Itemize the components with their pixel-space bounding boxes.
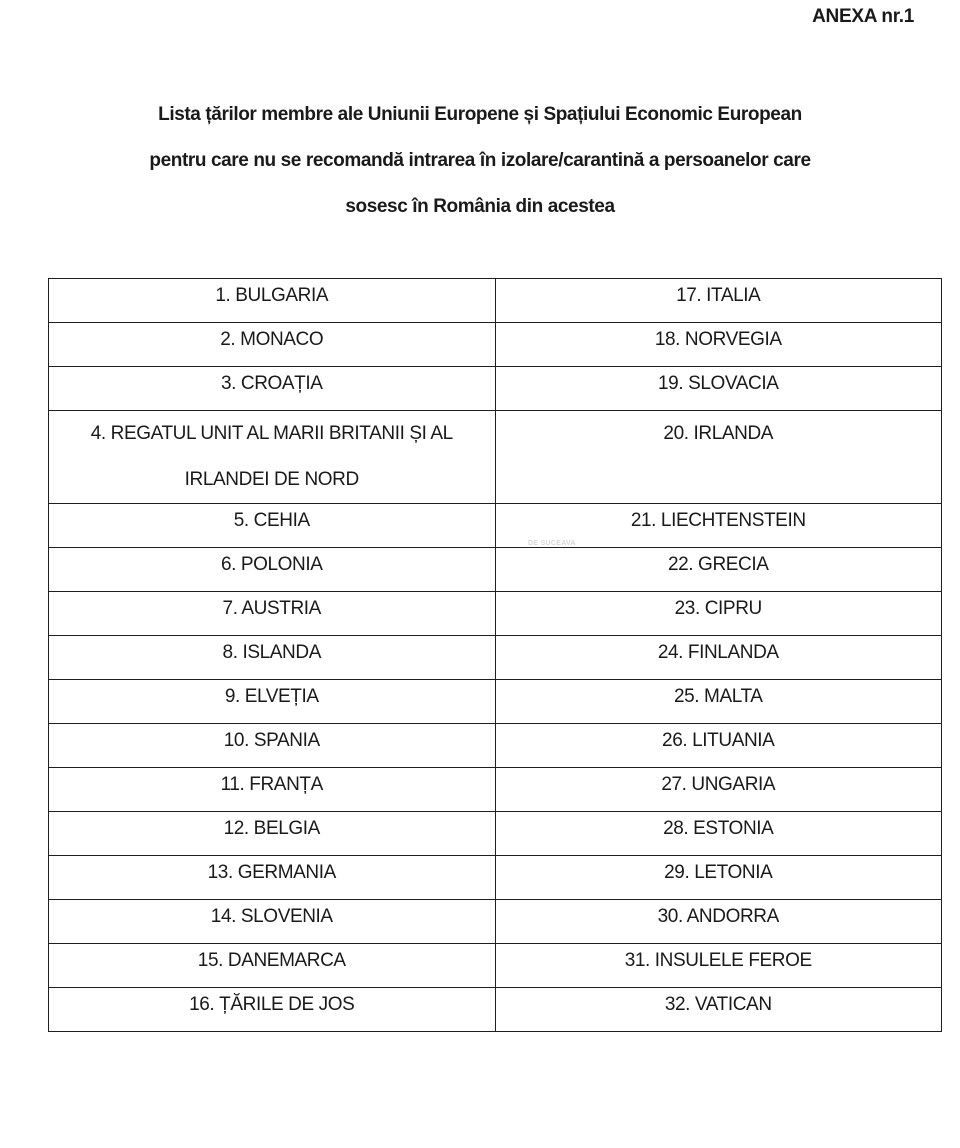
table-row	[49, 768, 942, 812]
table-row	[49, 504, 942, 548]
country-cell: 23. CIPRU	[495, 592, 942, 636]
country-cell: 7. AUSTRIA	[49, 592, 496, 636]
table-row	[49, 367, 942, 411]
table-row	[49, 988, 942, 1032]
country-cell: 6. POLONIA	[49, 548, 496, 592]
country-cell: 22. GRECIA	[495, 548, 942, 592]
country-cell: 1. BULGARIA	[49, 279, 496, 323]
country-cell: 17. ITALIA	[495, 279, 942, 323]
country-cell	[49, 411, 496, 504]
country-cell: 12. BELGIA	[49, 812, 496, 856]
country-cell: 10. SPANIA	[49, 724, 496, 768]
table-row	[49, 323, 942, 367]
table-row	[49, 724, 942, 768]
country-cell: 13. GERMANIA	[49, 856, 496, 900]
country-cell: 3. CROAȚIA	[49, 367, 496, 411]
title-line-2: pentru care nu se recomandă intrarea în izolare/carantină a persoanelor care	[149, 150, 811, 171]
table-row	[49, 548, 942, 592]
country-cell: 8. ISLANDA	[49, 636, 496, 680]
table-row	[49, 279, 942, 323]
annex-label: ANEXA nr.1	[812, 6, 914, 27]
country-cell: 30. ANDORRA	[495, 900, 942, 944]
table-row	[49, 680, 942, 724]
table-row	[49, 900, 942, 944]
country-cell: 18. NORVEGIA	[495, 323, 942, 367]
country-cell: 15. DANEMARCA	[49, 944, 496, 988]
country-cell-line-2: IRLANDEI DE NORD	[184, 469, 359, 490]
country-cell: 25. MALTA	[495, 680, 942, 724]
country-cell: 19. SLOVACIA	[495, 367, 942, 411]
country-cell: 28. ESTONIA	[495, 812, 942, 856]
country-cell: 27. UNGARIA	[495, 768, 942, 812]
countries-table	[48, 278, 942, 1032]
country-cell: 32. VATICAN	[495, 988, 942, 1032]
country-cell: 14. SLOVENIA	[49, 900, 496, 944]
country-cell: 11. FRANȚA	[49, 768, 496, 812]
watermark: DE SUCEAVA	[528, 540, 576, 547]
title-line-3: sosesc în România din acestea	[345, 196, 615, 217]
country-cell	[495, 411, 942, 504]
title-line-1: Lista țărilor membre ale Uniunii Europene și Spațiului Economic European	[158, 104, 802, 125]
country-cell: 9. ELVEȚIA	[49, 680, 496, 724]
table-row	[49, 856, 942, 900]
country-cell: 31. INSULELE FEROE	[495, 944, 942, 988]
country-cell: 29. LETONIA	[495, 856, 942, 900]
country-cell: 21. LIECHTENSTEIN	[495, 504, 942, 548]
country-cell: 16. ȚĂRILE DE JOS	[49, 988, 496, 1032]
table-row	[49, 944, 942, 988]
country-cell-line-1: 4. REGATUL UNIT AL MARII BRITANII ȘI AL	[90, 423, 453, 444]
country-cell: 2. MONACO	[49, 323, 496, 367]
table-row	[49, 411, 942, 504]
document-title	[60, 92, 900, 230]
country-cell-line-1: 20. IRLANDA	[663, 423, 774, 444]
country-cell: 24. FINLANDA	[495, 636, 942, 680]
country-cell: 26. LITUANIA	[495, 724, 942, 768]
country-cell: 5. CEHIA	[49, 504, 496, 548]
table-row	[49, 592, 942, 636]
table-row	[49, 812, 942, 856]
table-row	[49, 636, 942, 680]
